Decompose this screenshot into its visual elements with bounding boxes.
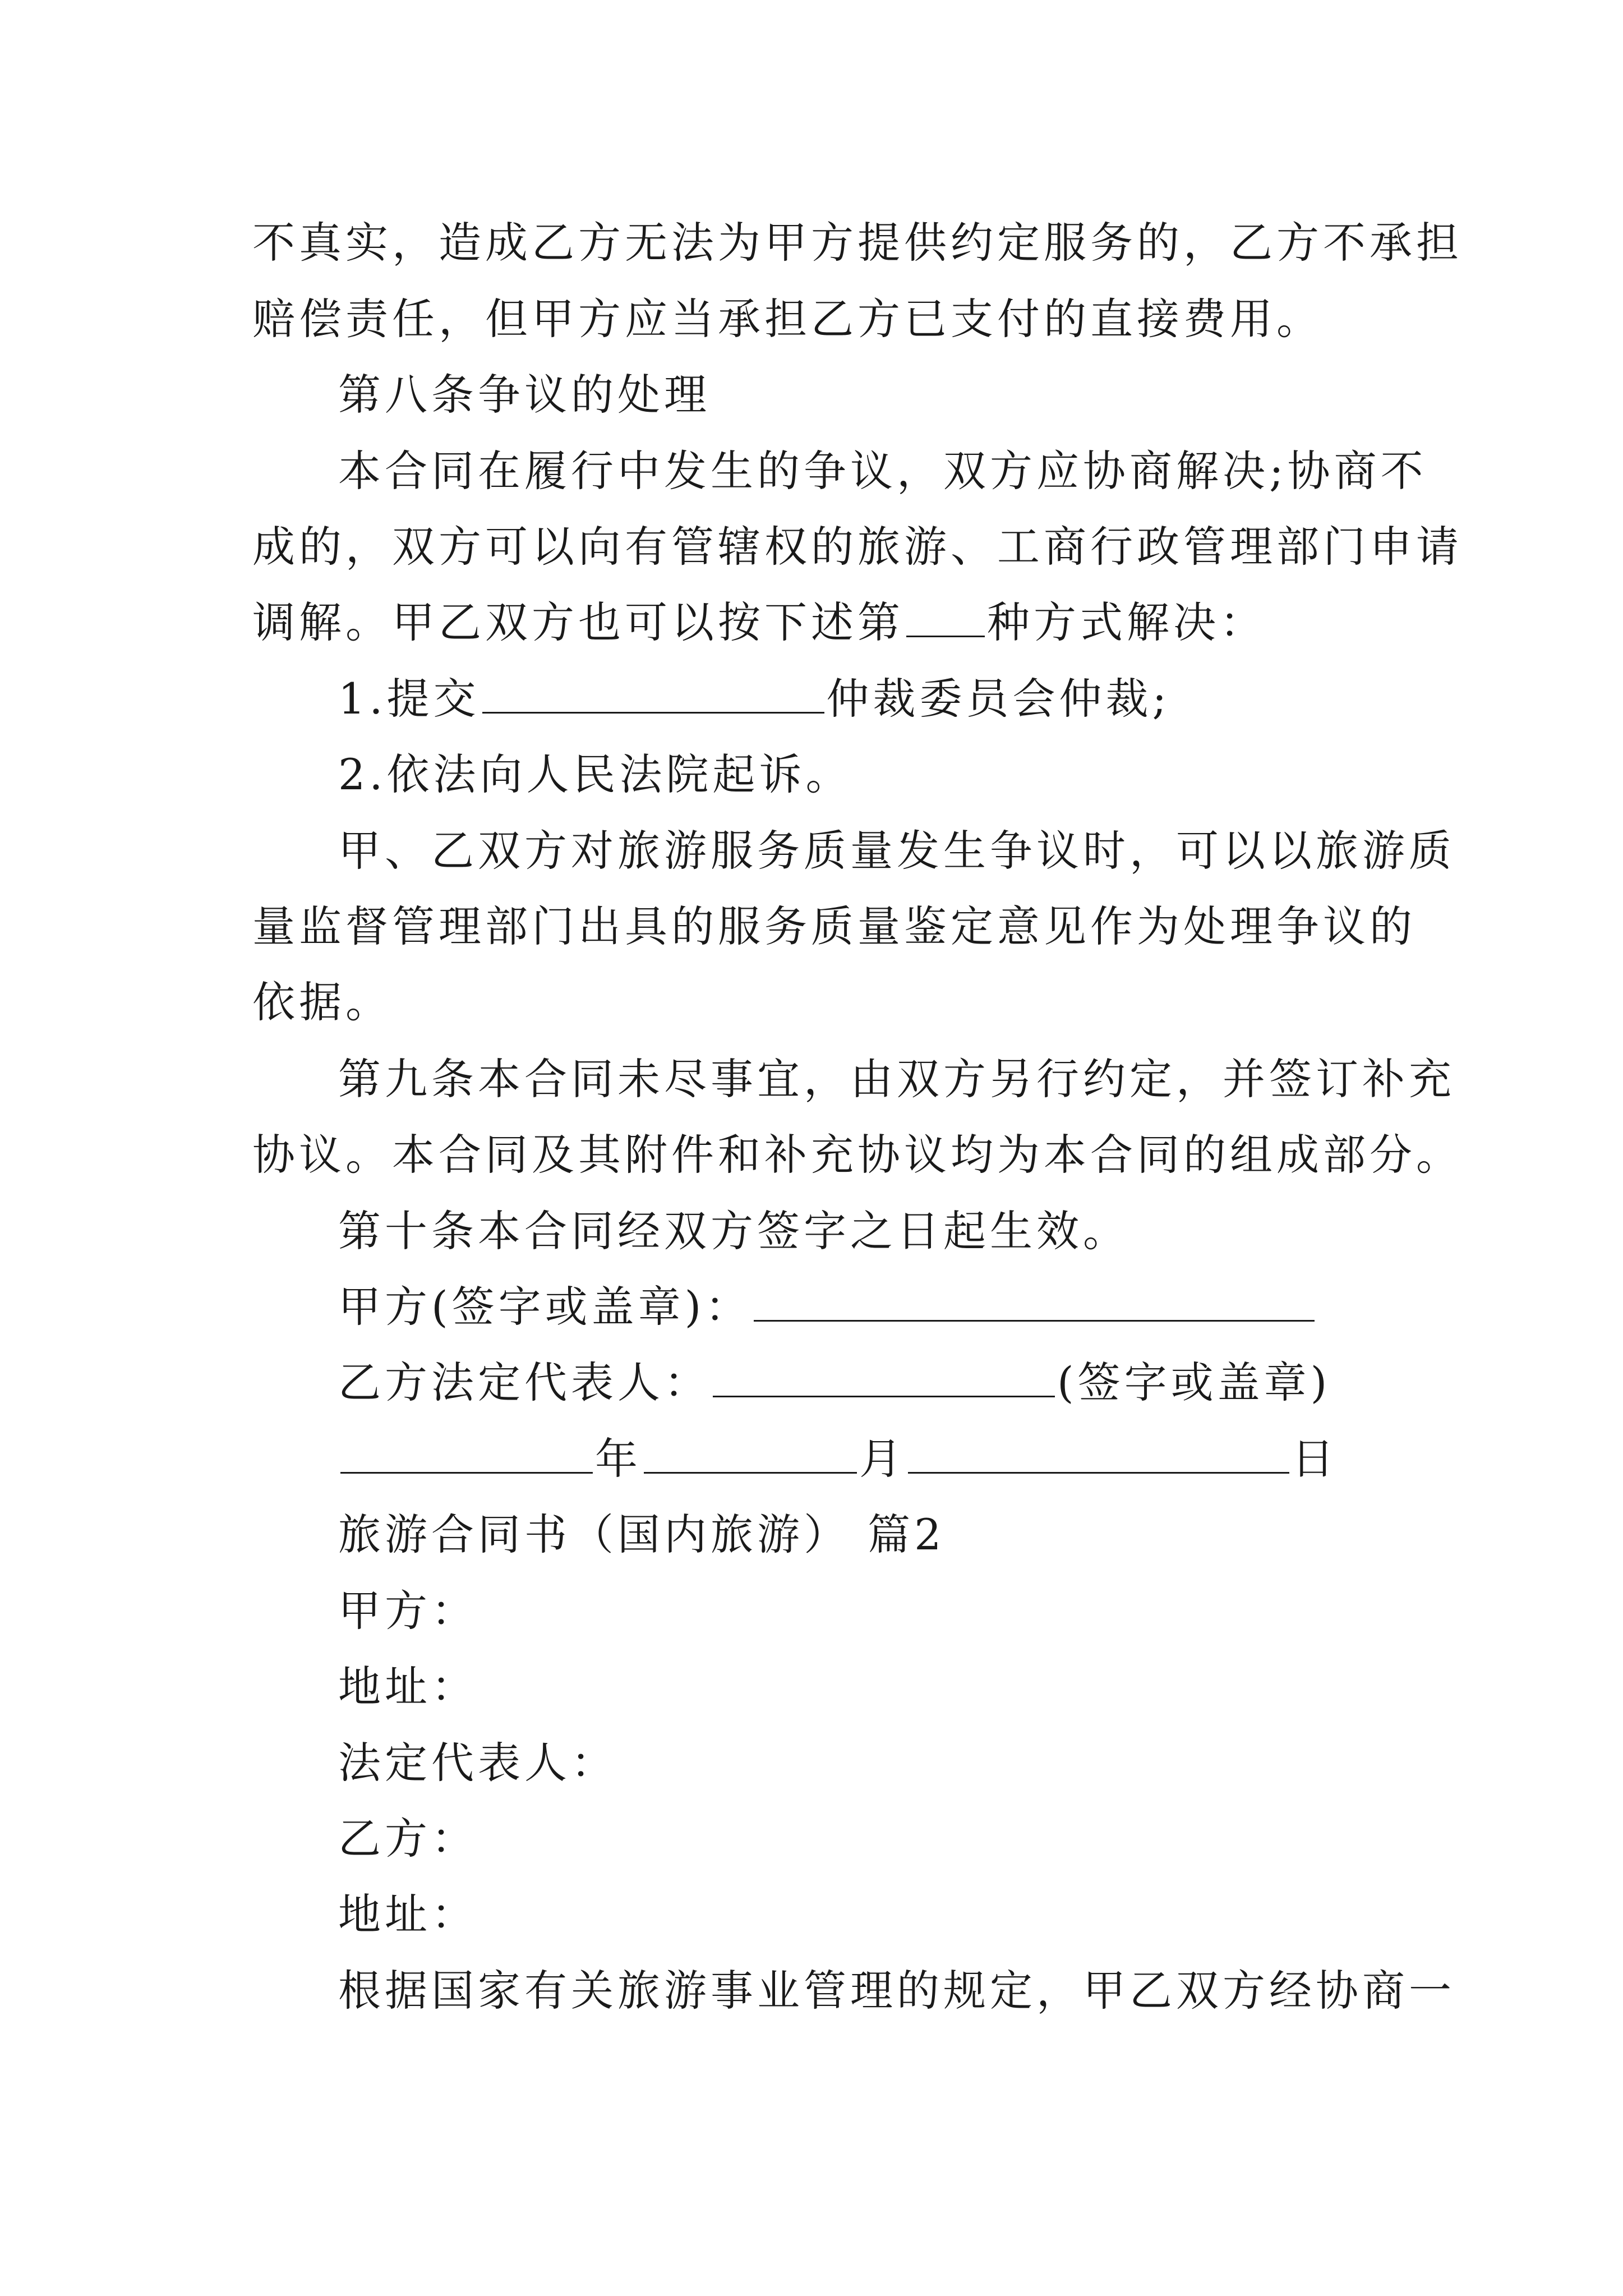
date-line — [338, 1431, 1338, 1487]
text: 月 — [859, 1434, 906, 1484]
field-address: 地址： — [338, 1662, 478, 1711]
field-address: 地址： — [338, 1889, 478, 1939]
field-party-a: 甲方： — [338, 1586, 478, 1636]
paragraph-line: 成的，双方可以向有管辖权的旅游、工商行政管理部门申请 — [252, 522, 1463, 572]
paragraph-line: 依据。 — [252, 977, 392, 1027]
field-legal-representative: 法定代表人： — [338, 1738, 617, 1788]
text: 种方式解决： — [987, 597, 1266, 647]
day-blank — [908, 1462, 1289, 1474]
text: 年 — [595, 1434, 642, 1484]
paragraph-line: 甲、乙双方对旅游服务质量发生争议时，可以以旅游质 — [338, 826, 1455, 876]
signature-blank — [713, 1386, 1055, 1397]
fill-in-blank — [482, 702, 824, 714]
signature-blank — [754, 1310, 1315, 1322]
article-9: 第九条本合同未尽事宜，由双方另行约定，并签订补充 — [338, 1054, 1455, 1104]
signature-party-b — [338, 1355, 1331, 1411]
section-heading: 旅游合同书（国内旅游） 篇2 — [338, 1510, 946, 1559]
text: 仲裁委员会仲裁; — [826, 674, 1171, 724]
field-party-b: 乙方： — [338, 1814, 478, 1864]
text: 甲方(签字或盖章)： — [338, 1282, 752, 1332]
paragraph-line: 赔偿责任，但甲方应当承担乙方已支付的直接费用。 — [252, 294, 1323, 344]
paragraph-line: 本合同在履行中发生的争议，双方应协商解决;协商不 — [338, 446, 1427, 496]
signature-party-a — [338, 1279, 1317, 1335]
paragraph-line: 量监督管理部门出具的服务质量鉴定意见作为处理争议的 — [252, 901, 1416, 951]
month-blank — [644, 1462, 857, 1474]
article-10: 第十条本合同经双方签字之日起生效。 — [338, 1206, 1129, 1256]
year-blank — [340, 1462, 593, 1474]
text: 乙方法定代表人： — [338, 1358, 711, 1407]
text: (签字或盖章) — [1057, 1358, 1331, 1407]
article-8-title: 第八条争议的处理 — [338, 370, 711, 420]
option-1 — [338, 671, 1170, 727]
text: 1.提交 — [338, 674, 480, 724]
text: 日 — [1292, 1434, 1338, 1484]
paragraph-line: 协议。本合同及其附件和补充协议均为本合同的组成部分。 — [252, 1130, 1463, 1180]
fill-in-blank — [906, 625, 985, 637]
paragraph-line: 根据国家有关旅游事业管理的规定，甲乙双方经协商一 — [338, 1966, 1455, 2016]
paragraph-line: 不真实，造成乙方无法为甲方提供约定服务的，乙方不承担 — [252, 218, 1463, 268]
option-2: 2.依法向人民法院起诉。 — [338, 749, 852, 799]
text: 调解。甲乙双方也可以按下述第 — [252, 597, 904, 647]
paragraph-line — [252, 595, 1266, 651]
